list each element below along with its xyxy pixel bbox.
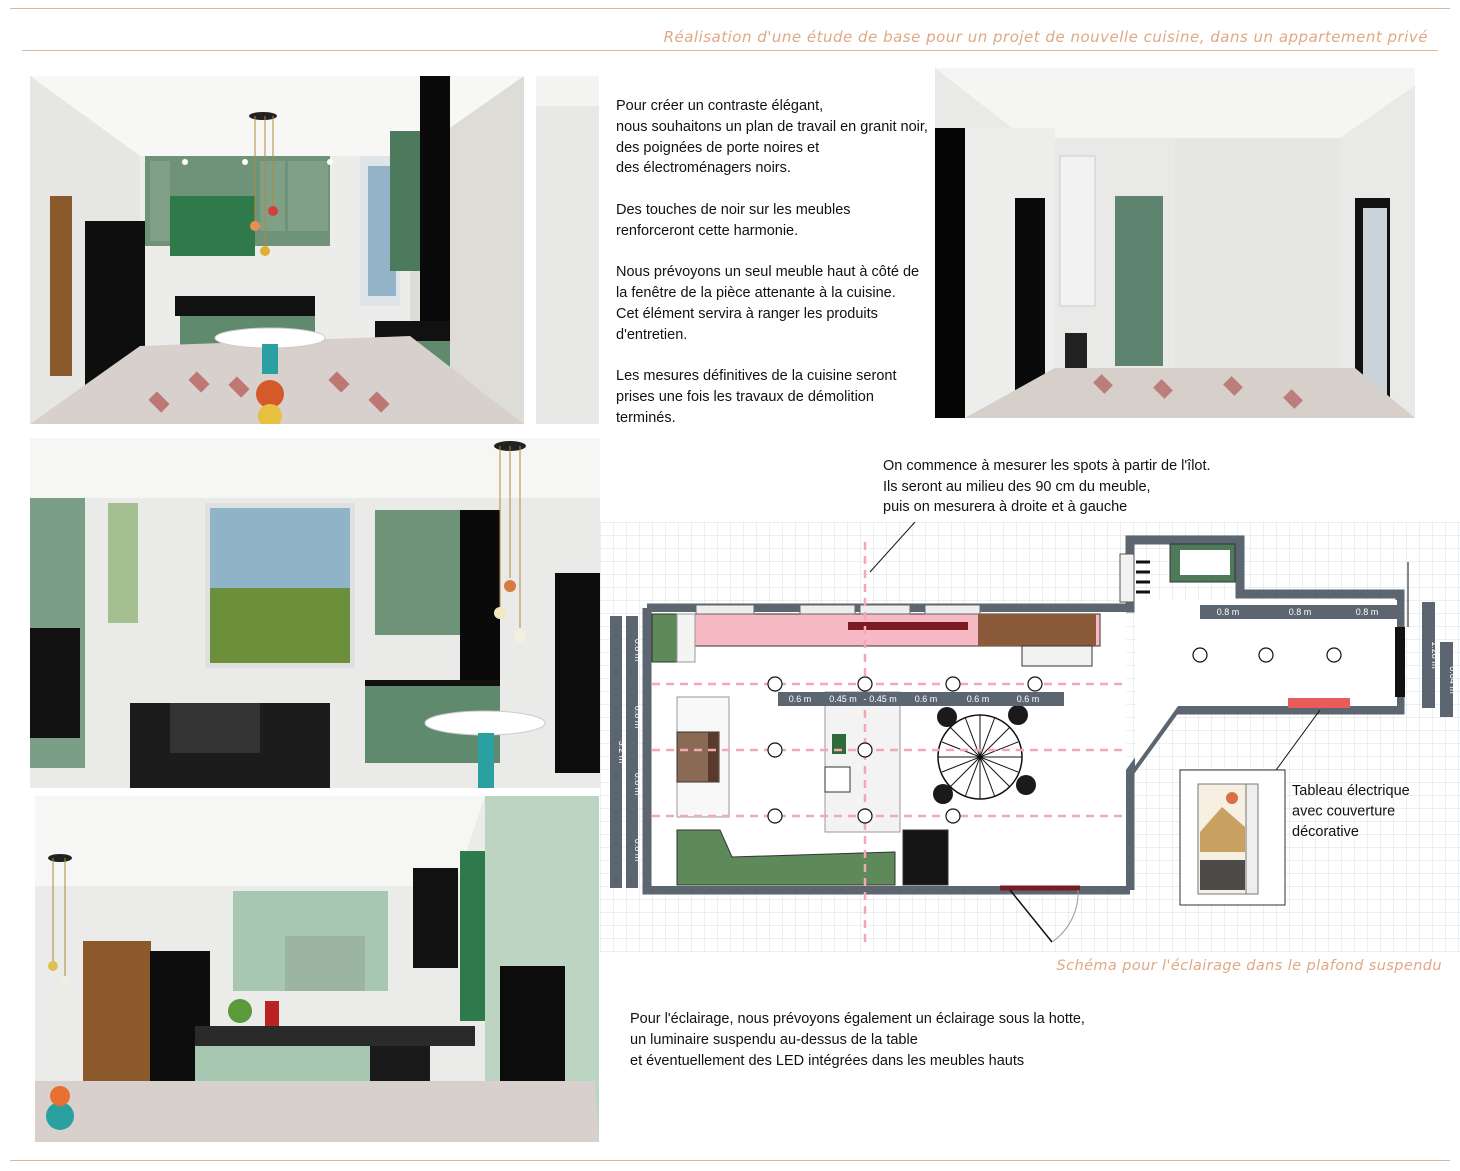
header-rule: [22, 50, 1438, 51]
header-title: Réalisation d'une étude de base pour un projet de nouvelle cuisine, dans un appartement privé: [663, 28, 1428, 46]
dim-total-left: 3.2 m: [617, 740, 627, 764]
dim-top-2: 0.45 m: [829, 694, 857, 704]
panel-annotation: Tableau électrique avec couverture décorative: [1292, 783, 1410, 840]
plan-caption: Schéma pour l'éclairage dans le plafond suspendu: [1056, 958, 1442, 974]
lighting-text: [630, 1009, 1110, 1092]
dim-room-2: 0.8 m: [1288, 607, 1312, 617]
lighting-paragraph: Pour l'éclairage, nous prévoyons également un éclairage sous la hotte, un luminaire suspendu au-dessus de la table et éventuellement des LED intégrées dans les meubles hauts: [630, 1011, 1085, 1069]
adjacent-room-render: [935, 68, 1415, 418]
spots-annotation: On commence à mesurer les spots à partir de l'îlot. Ils seront au milieu des 90 cm du meuble, puis on mesurera à droite et à gauche: [883, 458, 1211, 515]
dim-left-1: 0.8 m: [633, 638, 643, 662]
dim-room-1: 0.8 m: [1216, 607, 1240, 617]
dim-left-4: 0.8 m: [633, 838, 643, 862]
dim-room-3: 0.8 m: [1355, 607, 1379, 617]
dim-top-3: 0.45 m: [869, 694, 897, 704]
dim-right-1: 1.28 m: [1430, 641, 1440, 669]
concept-paragraph-4: Les mesures définitives de la cuisine seront prises une fois les travaux de démolition terminés.: [616, 368, 897, 426]
dim-left-2: 0.8 m: [633, 705, 643, 729]
top-rule: [10, 8, 1450, 9]
bottom-rule: [10, 1160, 1450, 1161]
dim-top-1: 0.6 m: [788, 694, 812, 704]
concept-paragraph-1: Pour créer un contraste élégant, nous souhaitons un plan de travail en granit noir, des poignées de porte noires et des électroménagers noirs.: [616, 98, 928, 177]
concept-paragraph-3: Nous prévoyons un seul meuble haut à côté de la fenêtre de la pièce attenante à la cuisine. Cet élément servira à ranger les produits d'entretien.: [616, 264, 920, 343]
dim-left-3: 0.8 m: [633, 772, 643, 796]
dim-top-6: 0.6 m: [1016, 694, 1040, 704]
svg-text:-: -: [863, 694, 867, 704]
kitchen-render-3: [35, 796, 599, 1142]
kitchen-render-1: [30, 76, 524, 424]
dim-top-5: 0.6 m: [966, 694, 990, 704]
concept-text: [616, 96, 936, 450]
kitchen-render-slice: [536, 76, 599, 424]
lighting-floor-plan: [600, 522, 1460, 952]
concept-paragraph-2: Des touches de noir sur les meubles renforceront cette harmonie.: [616, 201, 851, 239]
dim-right-2: 0.64 m: [1448, 666, 1458, 694]
kitchen-render-2: [30, 438, 600, 788]
dim-top-4: 0.6 m: [914, 694, 938, 704]
